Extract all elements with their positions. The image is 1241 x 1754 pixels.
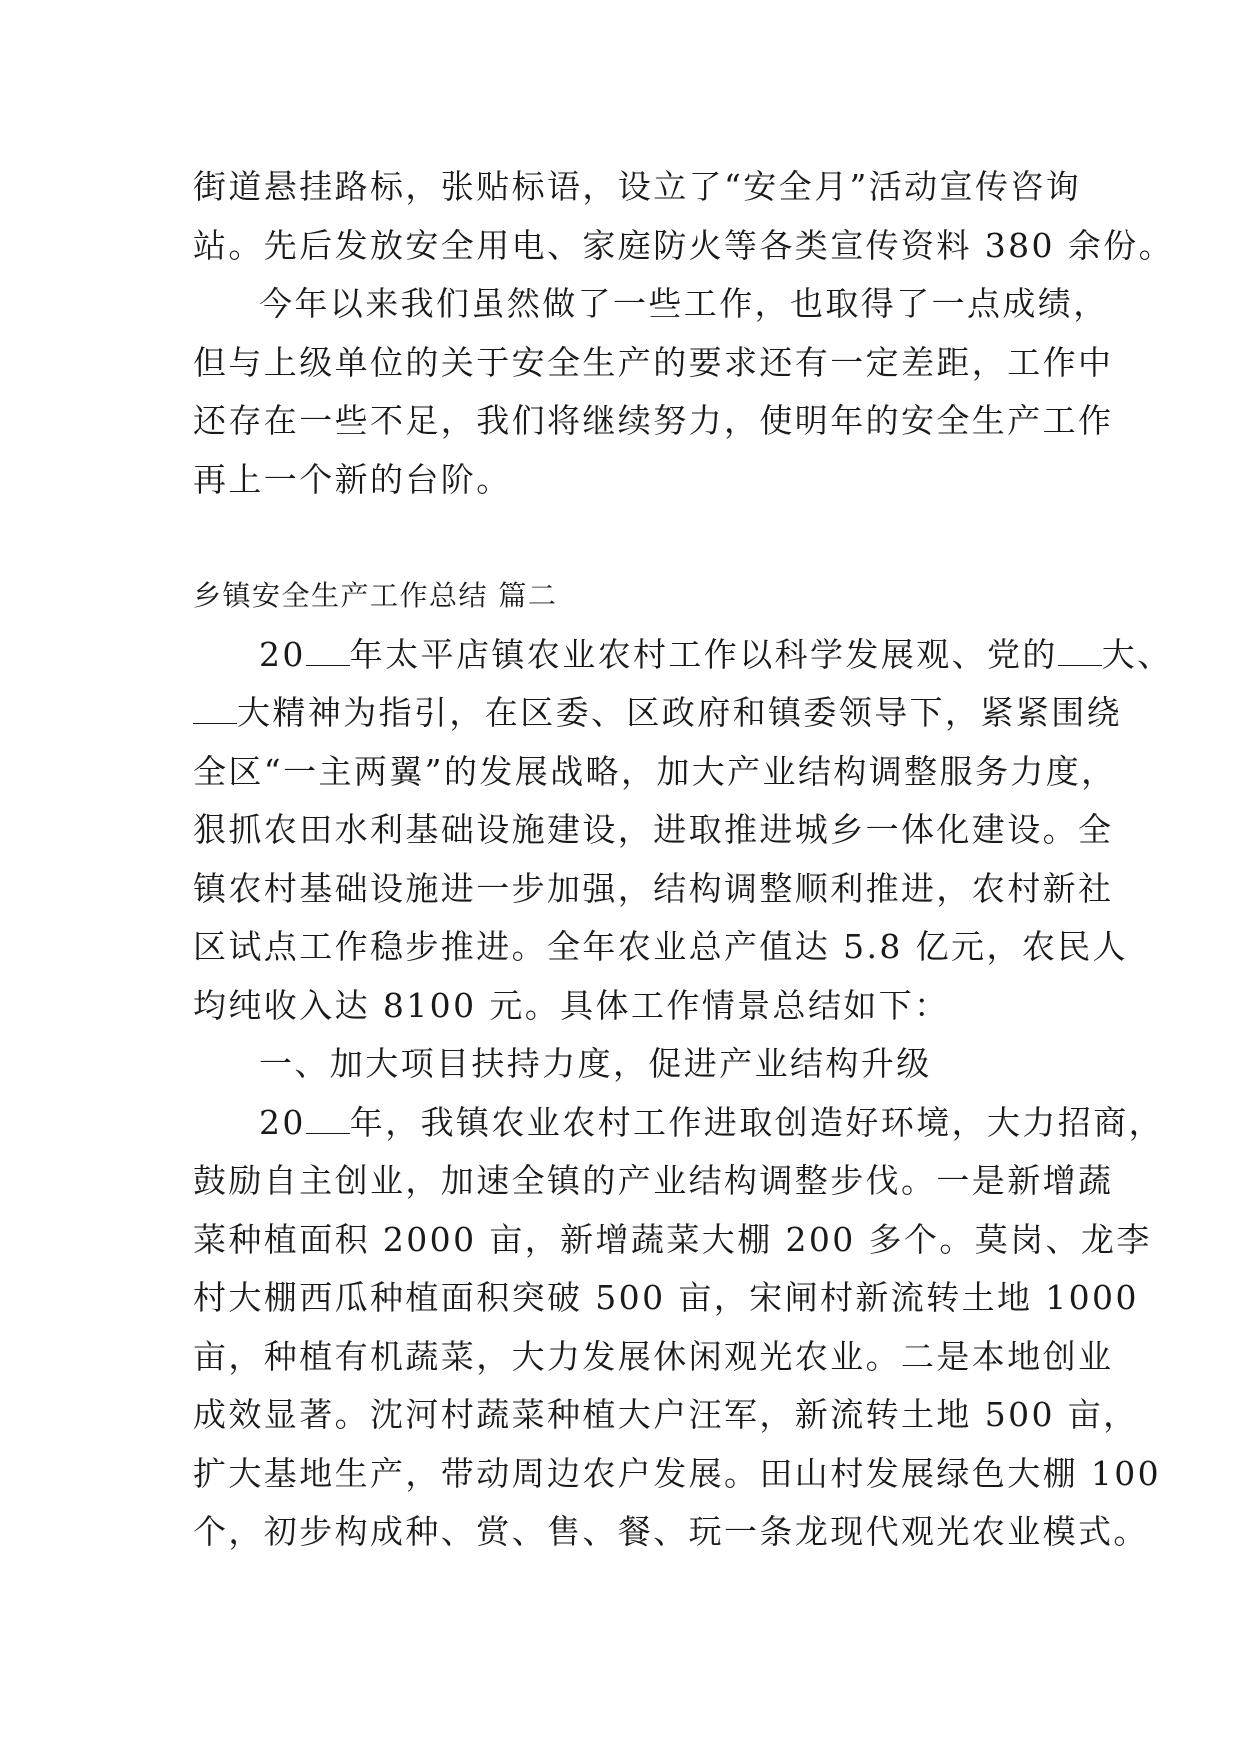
paragraph-safety-month	[193, 158, 1174, 275]
text-segment: 年，我镇农业农村工作进取创造好环境，大力招商，	[349, 1102, 1164, 1142]
text-line	[193, 626, 1173, 685]
text-line: 街道悬挂路标，张贴标语，设立了“安全月”活动宣传咨询	[193, 167, 1082, 206]
blank-underline	[1058, 639, 1102, 666]
subsection-title: 一、加大项目扶持力度，促进产业结构升级	[259, 1044, 932, 1083]
text-line: 还存在一些不足，我们将继续努力，使明年的安全生产工作	[193, 401, 1114, 440]
text-line: 扩大基地生产，带动周边农户发展。田山村发展绿色大棚 100	[193, 1453, 1162, 1493]
text-segment: 年太平店镇农业农村工作以科学发展观、党的	[349, 634, 1058, 674]
text-segment: 大精神为指引，在区委、区政府和镇委领导下，紧紧围绕	[237, 693, 1122, 732]
blank-underline	[306, 639, 350, 666]
text-line: 站。先后发放安全用电、家庭防火等各类宣传资料 380 余份。	[193, 225, 1174, 265]
text-line: 全区“一主两翼”的发展战略，加大产业结构调整服务力度，	[193, 751, 1117, 791]
text-line: 但与上级单位的关于安全生产的要求还有一定差距，工作中	[193, 342, 1114, 382]
text-line: 均纯收入达 8100 元。具体工作情景总结如下：	[193, 985, 950, 1025]
blank-underline	[306, 1107, 350, 1134]
blank-underline	[193, 697, 237, 724]
text-line: 今年以来我们虽然做了一些工作，也取得了一点成绩，	[259, 284, 1109, 323]
text-line: 村大棚西瓜种植面积突破 500 亩，宋闸村新流转土地 1000	[193, 1278, 1139, 1317]
section-heading: 乡镇安全生产工作总结 篇二	[193, 579, 558, 612]
text-line: 镇农村基础设施进一步加强，结构调整顺利推进，农村新社	[193, 868, 1114, 908]
paragraph-conclusion	[193, 275, 1114, 509]
text-line: 再上一个新的台阶。	[193, 459, 512, 499]
year-prefix: 20	[259, 1102, 306, 1142]
text-line: 鼓励自主创业，加速全镇的产业结构调整步伐。一是新增蔬	[193, 1161, 1114, 1200]
paragraph-overview	[193, 626, 1173, 1036]
text-line: 区试点工作稳步推进。全年农业总产值达 5.8 亿元，农民人	[193, 927, 1129, 966]
text-line	[193, 1094, 1164, 1153]
text-line: 菜种植面积 2000 亩，新增蔬菜大棚 200 多个。莫岗、龙李	[193, 1219, 1152, 1259]
text-line: 狠抓农田水利基础设施建设，进取推进城乡一体化建设。全	[193, 810, 1114, 849]
text-line: 个，初步构成种、赏、售、餐、玩一条龙现代观光农业模式。	[193, 1512, 1149, 1551]
paragraph-industry	[193, 1094, 1164, 1562]
text-line: 亩，种植有机蔬菜，大力发展休闲观光农业。二是本地创业	[193, 1336, 1114, 1376]
year-prefix: 20	[259, 634, 306, 674]
text-line	[193, 684, 1122, 743]
document-body	[193, 158, 1174, 1562]
text-segment: 大、	[1101, 634, 1173, 674]
text-line: 成效显著。沈河村蔬菜种植大户汪军，新流转土地 500 亩，	[193, 1395, 1139, 1434]
